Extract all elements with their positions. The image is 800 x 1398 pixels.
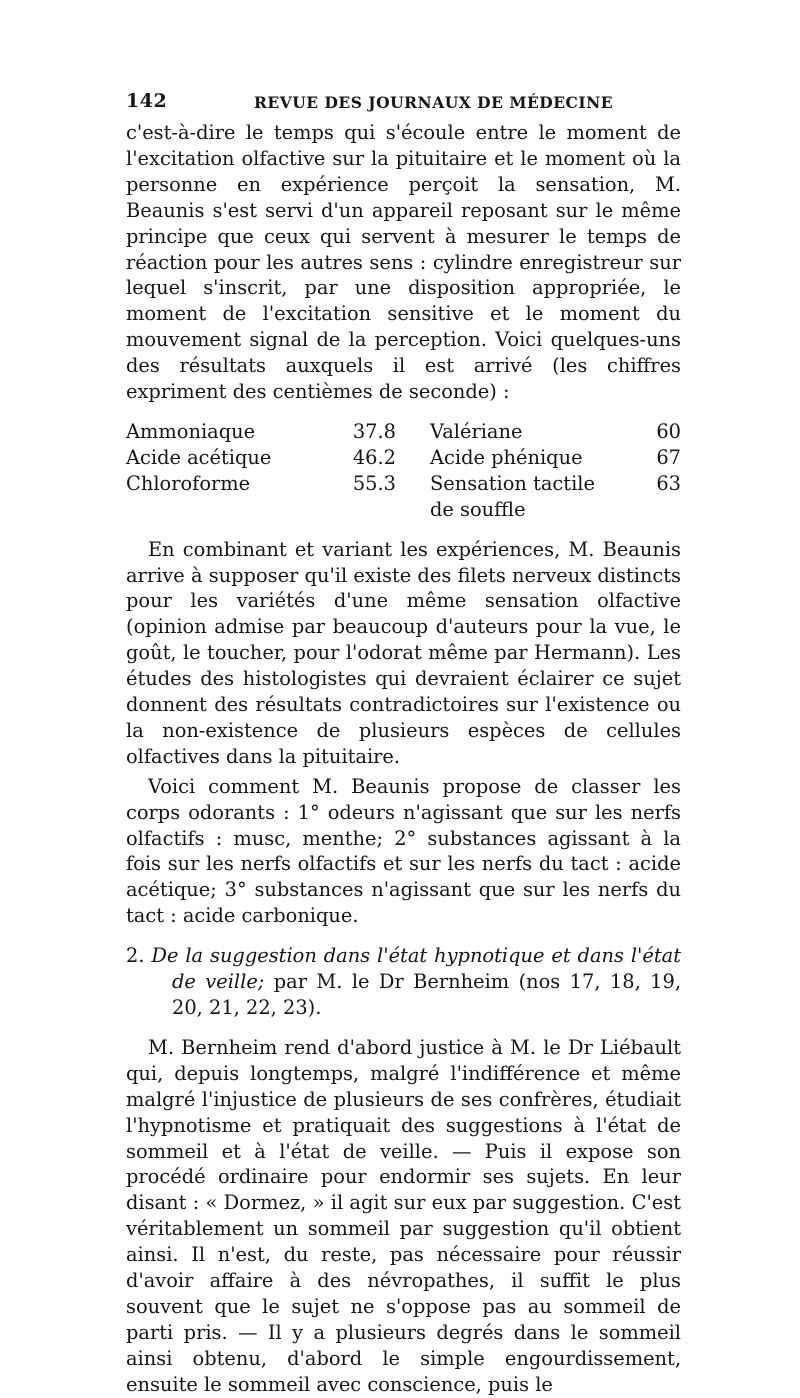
reaction-value: 55.3 (352, 471, 396, 495)
page-header (126, 90, 681, 116)
substance-name: Chloroforme (126, 471, 251, 495)
reaction-value: 60 (656, 419, 681, 443)
section-author: par M. le Dr Bernheim (nos 17, 18, 19, 20, 21, 22, 23). (172, 970, 681, 1019)
section-number: 2. (126, 944, 145, 968)
substance-name: Sensation tactile de souffle (430, 471, 595, 521)
article-body (126, 120, 681, 1398)
substance-name: Acide phénique (430, 445, 583, 469)
substance-name: Ammoniaque (126, 419, 256, 443)
table-row (126, 419, 681, 445)
substance-name: Valériane (430, 419, 523, 443)
paragraph-bernheim: M. Bernheim rend d'abord justice à M. le Dr Liébault qui, depuis longtemps, malgré l'indifférence et même malgré l'injustice de plusieurs de ses confrères, étudiait l'hypnotisme et pratiquait des suggestions à l'état de sommeil et à l'état de veille. — Puis il expose son procédé ordinaire pour endormir ses sujets. En leur disant : « Dormez, » il agit sur eux par suggestion. C'est véritablement un sommeil par suggestion qu'il obtient ainsi. Il n'est, du reste, pas nécessaire pour réussir d'avoir affaire à des névropathes, il suffit le plus souvent que le sujet ne s'oppose pas au sommeil de parti pris. — Il y a plusieurs degrés dans le sommeil ainsi obtenu, d'abord le simple engourdissement, ensuite le sommeil avec conscience, puis le (126, 1035, 681, 1396)
results-table (126, 419, 681, 523)
reaction-value: 63 (656, 471, 681, 495)
reaction-value: 46.2 (352, 445, 396, 469)
reaction-value: 37.8 (352, 419, 396, 443)
paragraph-nerve-filaments: En combinant et variant les expériences, M. Beaunis arrive à supposer qu'il existe des filets nerveux distincts pour les variétés d'une même sensation olfactive (opinion admise par beaucoup d'auteurs pour la vue, le goût, le toucher, pour l'odorat même par Hermann). Les études des histologistes qui devraient éclairer ce sujet donnent des résultats contradictoires sur l'existence ou la non-existence de plusieurs espèces de cellules olfactives dans la pituitaire. (126, 537, 681, 768)
section-title: De la suggestion dans l'état hypnotique et dans l'état de veille; (151, 944, 681, 994)
paragraph-reaction-time: c'est-à-dire le temps qui s'écoule entre le moment de l'excitation olfactive sur la pituitaire et le moment où la personne en expérience perçoit la sensation, M. Beaunis s'est servi d'un appareil reposant sur le même principe que ceux qui servent à mesurer le temps de réaction pour les autres sens : cylindre enregistreur sur lequel s'inscrit, par une disposition appropriée, le moment de l'excitation sensitive et le moment du mouvement signal de la perception. Voici quelques-uns des résultats auxquels il est arrivé (les chiffres expriment des centièmes de seconde) : (126, 121, 681, 404)
reaction-value: 67 (656, 445, 681, 469)
table-row (126, 471, 681, 523)
page-number: 142 (126, 90, 168, 112)
substance-name: Acide acétique (126, 445, 272, 469)
running-title: REVUE DES JOURNAUX DE MÉDECINE (254, 93, 614, 112)
section-heading (126, 943, 681, 1021)
paragraph-odor-classification: Voici comment M. Beaunis propose de classer les corps odorants : 1° odeurs n'agissant que sur les nerfs olfactifs : musc, menthe; 2° substances agissant à la fois sur les nerfs olfactifs et sur les nerfs du tact : acide acétique; 3° substances n'agissant que sur les nerfs du tact : acide carbonique. (126, 774, 681, 928)
table-row (126, 445, 681, 471)
